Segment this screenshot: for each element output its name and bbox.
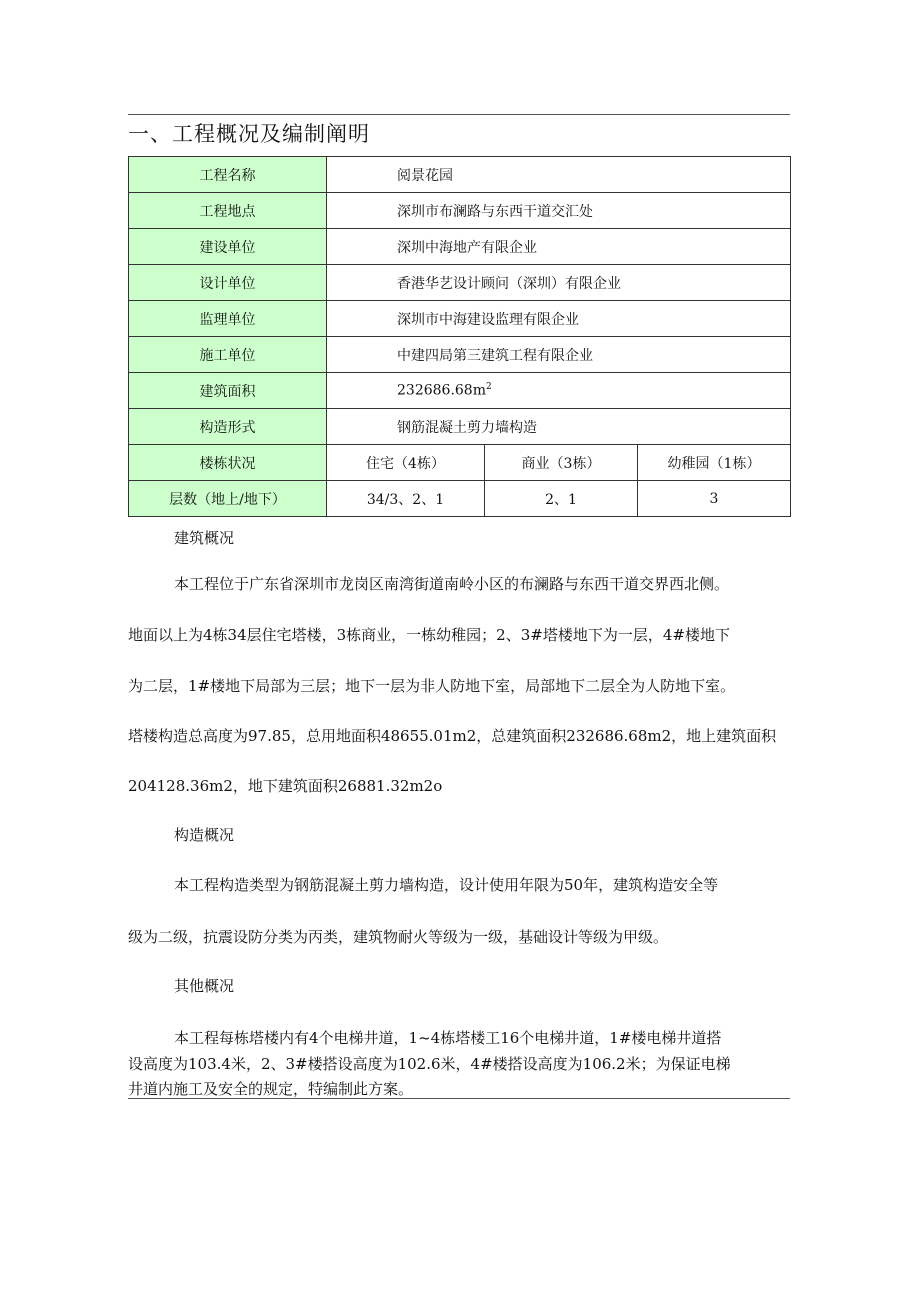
section-heading: 一、工程概况及编制阐明 [128,122,370,146]
row-label: 设计单位 [129,265,327,301]
table-row [129,409,791,445]
top-rule [128,114,790,115]
row-value: 阅景花园 [327,157,791,193]
row-label: 建筑面积 [129,373,327,409]
floors-cell: 34/3、2、1 [327,481,485,517]
row-label: 监理单位 [129,301,327,337]
floors-label: 层数（地上/地下） [129,481,327,517]
row-value: 中建四局第三建筑工程有限企业 [327,337,791,373]
floors-cell: 3 [638,481,791,517]
paragraph-line: 设高度为103.4米，2、3#楼搭设高度为102.6米，4#楼搭设高度为106.2米；为保证电梯 [128,1055,731,1073]
table-row [129,445,791,481]
paragraph-line: 塔楼构造总高度为97.85，总用地面积48655.01m2，总建筑面积232686.68m2，地上建筑面积 [128,727,777,745]
building-status-cell: 幼稚园（1栋） [638,445,791,481]
row-value: 深圳中海地产有限企业 [327,229,791,265]
row-value: 香港华艺设计顾问（深圳）有限企业 [327,265,791,301]
row-value: 钢筋混凝土剪力墙构造 [327,409,791,445]
other-overview-title: 其他概况 [174,977,235,995]
table-row [129,373,791,409]
project-info-table [128,156,791,517]
paragraph-line: 为二层，1#楼地下局部为三层；地下一层为非人防地下室，局部地下二层全为人防地下室。 [128,677,736,695]
structure-overview-title: 构造概况 [174,826,235,844]
row-value: 深圳市中海建设监理有限企业 [327,301,791,337]
row-value: 深圳市布澜路与东西干道交汇处 [327,193,791,229]
paragraph-line: 级为二级，抗震设防分类为丙类，建筑物耐火等级为一级，基础设计等级为甲级。 [128,928,669,946]
row-label: 施工单位 [129,337,327,373]
table-row [129,229,791,265]
paragraph-line: 本工程构造类型为钢筋混凝土剪力墙构造，设计使用年限为50年，建筑构造安全等 [174,876,719,894]
table-row [129,193,791,229]
area-value: 232686.68m [397,382,486,399]
row-value-area [327,373,791,409]
paragraph-line: 204128.36m2，地下建筑面积26881.32m2o [128,777,443,795]
area-superscript: 2 [485,382,492,393]
floors-cell: 2、1 [485,481,638,517]
table-row [129,337,791,373]
paragraph-line: 地面以上为4栋34层住宅塔楼，3栋商业，一栋幼稚园；2、3#塔楼地下为一层，4#楼地下 [128,626,730,644]
building-status-label: 楼栋状况 [129,445,327,481]
bottom-rule [128,1098,790,1099]
paragraph-line: 本工程位于广东省深圳市龙岗区南湾街道南岭小区的布澜路与东西干道交界西北侧。 [174,575,730,593]
row-label: 工程地点 [129,193,327,229]
building-status-cell: 商业（3栋） [485,445,638,481]
building-status-cell: 住宅（4栋） [327,445,485,481]
row-label: 工程名称 [129,157,327,193]
table-row [129,265,791,301]
paragraph-line: 井道内施工及安全的规定，特编制此方案。 [128,1080,414,1098]
row-label: 建设单位 [129,229,327,265]
row-label: 构造形式 [129,409,327,445]
table-row [129,301,791,337]
table-row [129,481,791,517]
table-row [129,157,791,193]
building-overview-title: 建筑概况 [174,529,235,547]
paragraph-line: 本工程每栋塔楼内有4个电梯井道，1~4栋塔楼工16个电梯井道，1#楼电梯井道搭 [174,1029,722,1047]
